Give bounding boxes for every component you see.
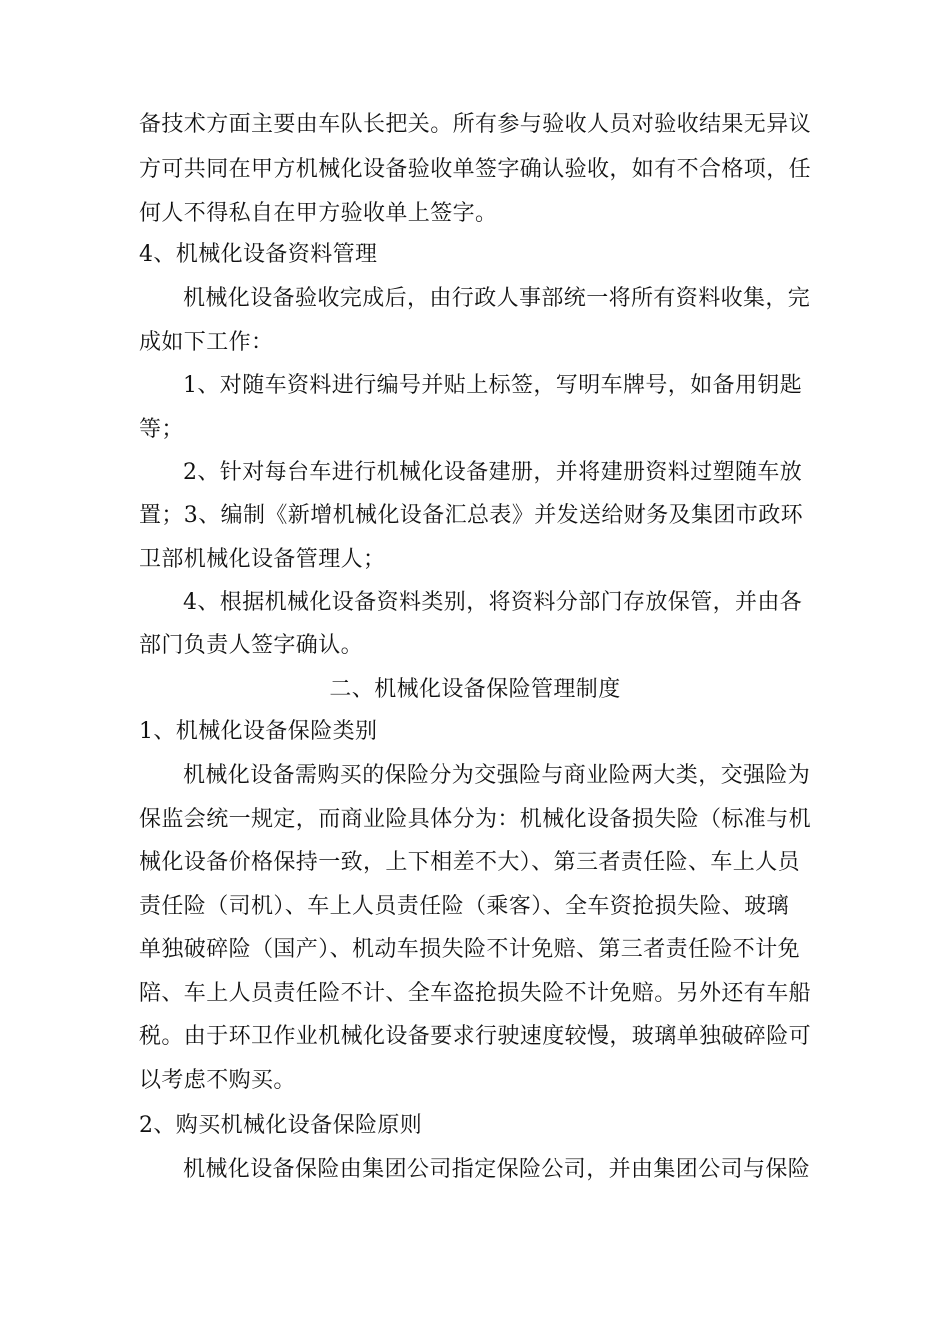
- paragraph-line: 械化设备价格保持一致，上下相差不大）、第三者责任险、车上人员: [139, 850, 801, 875]
- list-item: 2、针对每台车进行机械化设备建册，并将建册资料过塑随车放: [183, 460, 803, 485]
- paragraph-line: 成如下工作：: [139, 330, 274, 355]
- paragraph-line: 置；3、编制《新增机械化设备汇总表》并发送给财务及集团市政环: [139, 503, 803, 528]
- paragraph-line: 备技术方面主要由车队长把关。所有参与验收人员对验收结果无异议: [139, 112, 812, 137]
- paragraph-line: 单独破碎险（国产）、机动车损失险不计免赔、第三者责任险不计免: [139, 937, 801, 962]
- paragraph-line: 机械化设备需购买的保险分为交强险与商业险两大类，交强险为: [183, 763, 811, 788]
- paragraph-line: 以考虑不购买。: [139, 1068, 296, 1093]
- list-item: 4、根据机械化设备资料类别，将资料分部门存放保管，并由各: [183, 590, 803, 615]
- chapter-heading: 二、机械化设备保险管理制度: [329, 677, 621, 702]
- paragraph-line: 等；: [139, 417, 184, 442]
- section-heading: 2、购买机械化设备保险原则: [139, 1113, 423, 1138]
- paragraph-line: 保监会统一规定，而商业险具体分为：机械化设备损失险（标准与机: [139, 807, 812, 832]
- paragraph-line: 机械化设备保险由集团公司指定保险公司，并由集团公司与保险: [183, 1157, 811, 1182]
- paragraph-line: 机械化设备验收完成后，由行政人事部统一将所有资料收集，完: [183, 286, 811, 311]
- paragraph-line: 陪、车上人员责任险不计、全车盗抢损失险不计免赔。另外还有车船: [139, 981, 812, 1006]
- paragraph-line: 何人不得私自在甲方验收单上签字。: [139, 201, 498, 226]
- section-heading: 1、机械化设备保险类别: [139, 719, 378, 744]
- list-item: 1、对随车资料进行编号并贴上标签，写明车牌号，如备用钥匙: [183, 373, 803, 398]
- section-heading: 4、机械化设备资料管理: [139, 242, 378, 267]
- paragraph-line: 责任险（司机）、车上人员责任险（乘客）、全车资抢损失险、玻璃: [139, 894, 790, 919]
- paragraph-line: 部门负责人签字确认。: [139, 633, 364, 658]
- paragraph-line: 方可共同在甲方机械化设备验收单签字确认验收，如有不合格项，任: [139, 157, 812, 182]
- paragraph-line: 税。由于环卫作业机械化设备要求行驶速度较慢，玻璃单独破碎险可: [139, 1024, 812, 1049]
- paragraph-line: 卫部机械化设备管理人；: [139, 547, 386, 572]
